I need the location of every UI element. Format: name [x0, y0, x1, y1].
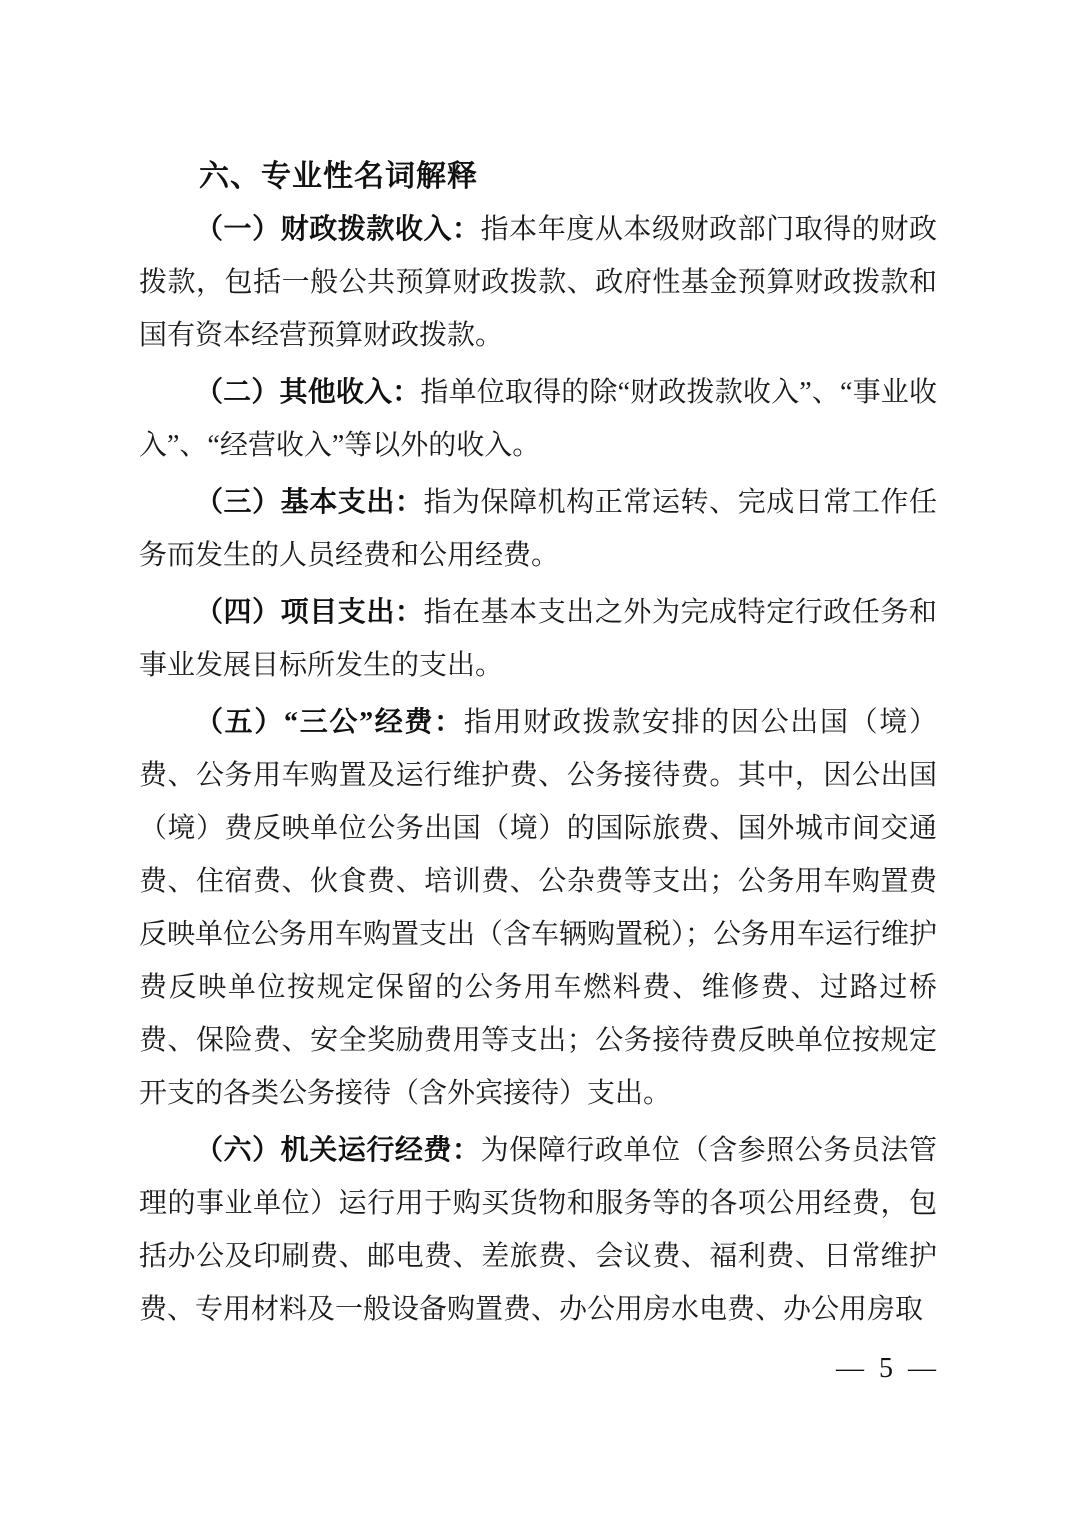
definition-paragraph-6	[139, 1124, 937, 1336]
term-definition: 指在基本支出之外为完成特定行政任务和事业发展目标所发生的支出。	[139, 597, 937, 681]
term-label: （一）财政拨款收入：	[195, 214, 481, 245]
term-label: （三）基本支出：	[195, 487, 424, 518]
term-label: （五）“三公”经费：	[195, 707, 464, 738]
term-definition: 指为保障机构正常运转、完成日常工作任务而发生的人员经费和公用经费。	[139, 487, 937, 571]
term-label: （四）项目支出：	[195, 597, 424, 628]
definition-paragraph-5	[139, 696, 937, 1120]
term-definition: 指本年度从本级财政部门取得的财政拨款，包括一般公共预算财政拨款、政府性基金预算财政拨款和国有资本经营预算财政拨款。	[139, 214, 937, 351]
term-definition: 为保障行政单位（含参照公务员法管理的事业单位）运行用于购买货物和服务等的各项公用经费，包括办公及印刷费、邮电费、差旅费、会议费、福利费、日常维护费、专用材料及一般设备购置费、办公用房水电费、办公用房取	[139, 1135, 937, 1325]
definition-paragraph-2	[139, 366, 937, 472]
definition-paragraph-3	[139, 476, 937, 582]
term-label: （六）机关运行经费：	[195, 1135, 481, 1166]
term-definition: 指单位取得的除“财政拨款收入”、“事业收入”、“经营收入”等以外的收入。	[139, 377, 937, 461]
term-label: （二）其他收入：	[195, 377, 421, 408]
document-body	[139, 150, 937, 1340]
definition-paragraph-4	[139, 586, 937, 692]
section-heading: 六、专业性名词解释	[199, 160, 478, 193]
page-number: — 5 —	[836, 1353, 940, 1384]
definition-paragraph-1	[139, 203, 937, 362]
term-definition: 指用财政拨款安排的因公出国（境）费、公务用车购置及运行维护费、公务接待费。其中，因公出国（境）费反映单位公务出国（境）的国际旅费、国外城市间交通费、住宿费、伙食费、培训费、公杂费等支出；公务用车购置费反映单位公务用车购置支出（含车辆购置税）；公务用车运行维护费反映单位按规定保留的公务用车燃料费、维修费、过路过桥费、保险费、安全奖励费用等支出；公务接待费反映单位按规定开支的各类公务接待（含外宾接待）支出。	[139, 707, 938, 1109]
